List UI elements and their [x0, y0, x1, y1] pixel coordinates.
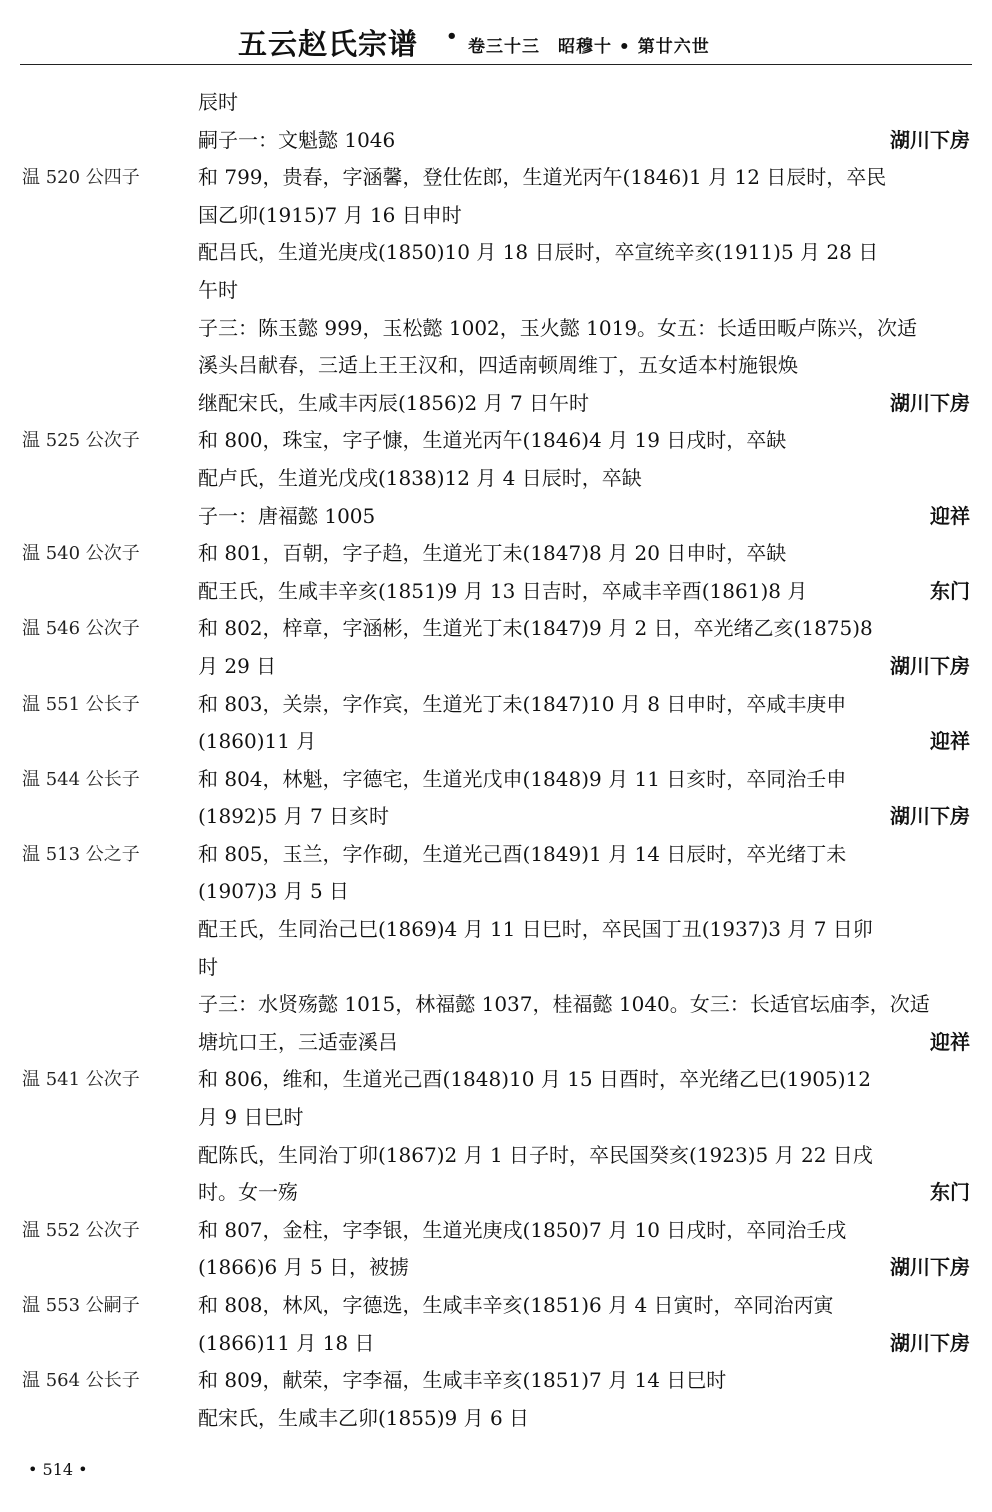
book-title: 五云赵氏宗谱 [238, 27, 419, 61]
entry-line [0, 535, 992, 573]
header-rule [20, 64, 972, 65]
entry-text: 子一：唐福懿 1005 [198, 503, 376, 528]
entry-text: 和 800，珠宝，字子慷，生道光丙午(1846)4 月 19 日戌时，卒缺 [198, 428, 787, 453]
entry-text: 和 806，维和，生道光己酉(1848)10 月 15 日酉时，卒光绪乙巳(1905)12 [198, 1067, 871, 1092]
branch-label: 湖川下房 [890, 1330, 970, 1355]
entry-line [0, 949, 992, 987]
page-number: • 514 • [28, 1460, 88, 1479]
entry-line [0, 84, 992, 122]
father-reference: 温 551 公长子 [22, 693, 140, 715]
branch-label: 湖川下房 [890, 804, 970, 829]
entry-line [0, 159, 992, 197]
father-reference: 温 513 公之子 [22, 843, 140, 865]
entry-text: (1860)11 月 [198, 729, 317, 754]
entry-line [0, 798, 992, 836]
entry-text: 和 803，关崇，字作宾，生道光丁未(1847)10 月 8 日申时，卒咸丰庚申 [198, 691, 847, 716]
entry-line [0, 385, 992, 423]
entry-line [0, 761, 992, 799]
page-header [0, 18, 992, 61]
entry-text: 和 801，百朝，字子趋，生道光丁未(1847)8 月 20 日申时，卒缺 [198, 541, 787, 566]
entry-text: (1892)5 月 7 日亥时 [198, 804, 390, 829]
branch-label: 湖川下房 [890, 1255, 970, 1280]
entry-line [0, 272, 992, 310]
entry-line [0, 347, 992, 385]
entry-text: 和 809，献荣，字李福，生咸丰辛亥(1851)7 月 14 日巳时 [198, 1368, 727, 1393]
entry-text: 和 808，林风，字德选，生咸丰辛亥(1851)6 月 4 日寅时，卒同治丙寅 [198, 1293, 834, 1317]
entry-line [0, 1174, 992, 1212]
entry-line [0, 1099, 992, 1137]
entry-text: 午时 [198, 277, 238, 302]
entry-line [0, 460, 992, 498]
entry-text: 继配宋氏，生咸丰丙辰(1856)2 月 7 日午时 [198, 390, 590, 415]
branch-label: 湖川下房 [890, 127, 970, 152]
entry-line [0, 1400, 992, 1438]
entry-line [0, 1325, 992, 1363]
father-reference: 温 541 公次子 [22, 1069, 140, 1091]
entry-text: (1866)6 月 5 日，被掳 [198, 1255, 410, 1280]
father-reference: 温 564 公长子 [22, 1370, 140, 1392]
branch-label: 迎祥 [930, 729, 970, 754]
entry-line [0, 1249, 992, 1287]
entry-text: 子三：水贤殇懿 1015，林福懿 1037，桂福懿 1040。女三：长适官坛庙李，次适 [198, 992, 930, 1017]
entry-text: 时。女一殇 [198, 1180, 298, 1205]
entry-line [0, 122, 992, 160]
entry-line [0, 1024, 992, 1062]
entry-line [0, 197, 992, 235]
entry-text: 和 807，金柱，字李银，生道光庚戌(1850)7 月 10 日戌时，卒同治壬戌 [198, 1217, 847, 1242]
entry-line [0, 836, 992, 874]
title-separator: • [446, 26, 458, 47]
entry-line [0, 986, 992, 1024]
entry-text: 配王氏，生同治己巳(1869)4 月 11 日巳时，卒民国丁丑(1937)3 月 7 日卯 [198, 917, 873, 942]
volume-subtitle: 卷三十三 昭穆十 • 第廿六世 [468, 37, 710, 57]
entry-text: 配王氏，生咸丰辛亥(1851)9 月 13 日吉时，卒咸丰辛酉(1861)8 月 [198, 578, 808, 603]
entry-line [0, 234, 992, 272]
entry-line [0, 911, 992, 949]
entry-text: (1866)11 月 18 日 [198, 1330, 375, 1355]
entry-text: 塘坑口王，三适壶溪吕 [198, 1029, 398, 1054]
branch-label: 迎祥 [930, 503, 970, 528]
entry-line [0, 1137, 992, 1175]
entry-text: 配陈氏，生同治丁卯(1867)2 月 1 日子时，卒民国癸亥(1923)5 月 22 日戌 [198, 1142, 873, 1167]
father-reference: 温 552 公次子 [22, 1219, 140, 1241]
entry-line [0, 648, 992, 686]
entry-text: 嗣子一：文魁懿 1046 [198, 127, 396, 152]
entry-text: 和 802，梓章，字涵彬，生道光丁未(1847)9 月 2 日，卒光绪乙亥(1875)8 [198, 616, 873, 641]
entry-line [0, 1362, 992, 1400]
entry-text: 和 805，玉兰，字作砌，生道光己酉(1849)1 月 14 日辰时，卒光绪丁未 [198, 841, 847, 866]
father-reference: 温 525 公次子 [22, 430, 140, 452]
entry-text: 配吕氏，生道光庚戌(1850)10 月 18 日辰时，卒宣统辛亥(1911)5 月 28 日 [198, 240, 879, 265]
entry-line [0, 723, 992, 761]
branch-label: 迎祥 [930, 1029, 970, 1054]
entry-text: 和 799，贵春，字涵馨，登仕佐郎，生道光丙午(1846)1 月 12 日辰时，卒民 [198, 165, 887, 190]
entry-line [0, 1061, 992, 1099]
branch-label: 湖川下房 [890, 390, 970, 415]
father-reference: 温 546 公次子 [22, 618, 140, 640]
branch-label: 湖川下房 [890, 653, 970, 678]
entry-text: 溪头吕献春，三适上王王汉和，四适南顿周维丁，五女适本村施银焕 [198, 353, 798, 378]
entry-text: 子三：陈玉懿 999，玉松懿 1002，玉火懿 1019。女五：长适田畈卢陈兴，次适 [198, 315, 918, 340]
entry-text: 配宋氏，生咸丰乙卯(1855)9 月 6 日 [198, 1405, 530, 1430]
entry-text: (1907)3 月 5 日 [198, 879, 350, 904]
entry-line [0, 610, 992, 648]
father-reference: 温 544 公长子 [22, 768, 140, 790]
entry-text: 时 [198, 954, 218, 979]
entry-text: 配卢氏，生道光戊戌(1838)12 月 4 日辰时，卒缺 [198, 465, 642, 490]
entry-line [0, 573, 992, 611]
entry-text: 月 9 日巳时 [198, 1105, 304, 1130]
entry-line [0, 873, 992, 911]
entry-text: 辰时 [198, 90, 238, 114]
father-reference: 温 553 公嗣子 [22, 1295, 140, 1316]
entry-line [0, 310, 992, 348]
father-reference: 温 520 公四子 [22, 167, 140, 189]
genealogy-entries [0, 84, 992, 1437]
branch-label: 东门 [930, 578, 970, 603]
entry-line [0, 422, 992, 460]
entry-line [0, 1212, 992, 1250]
branch-label: 东门 [930, 1180, 970, 1205]
entry-text: 国乙卯(1915)7 月 16 日申时 [198, 202, 462, 227]
entry-text: 和 804，林魁，字德宅，生道光戊申(1848)9 月 11 日亥时，卒同治壬申 [198, 766, 847, 791]
entry-line [0, 1287, 992, 1325]
entry-line [0, 498, 992, 536]
entry-line [0, 686, 992, 724]
entry-text: 月 29 日 [198, 653, 277, 678]
father-reference: 温 540 公次子 [22, 543, 140, 565]
